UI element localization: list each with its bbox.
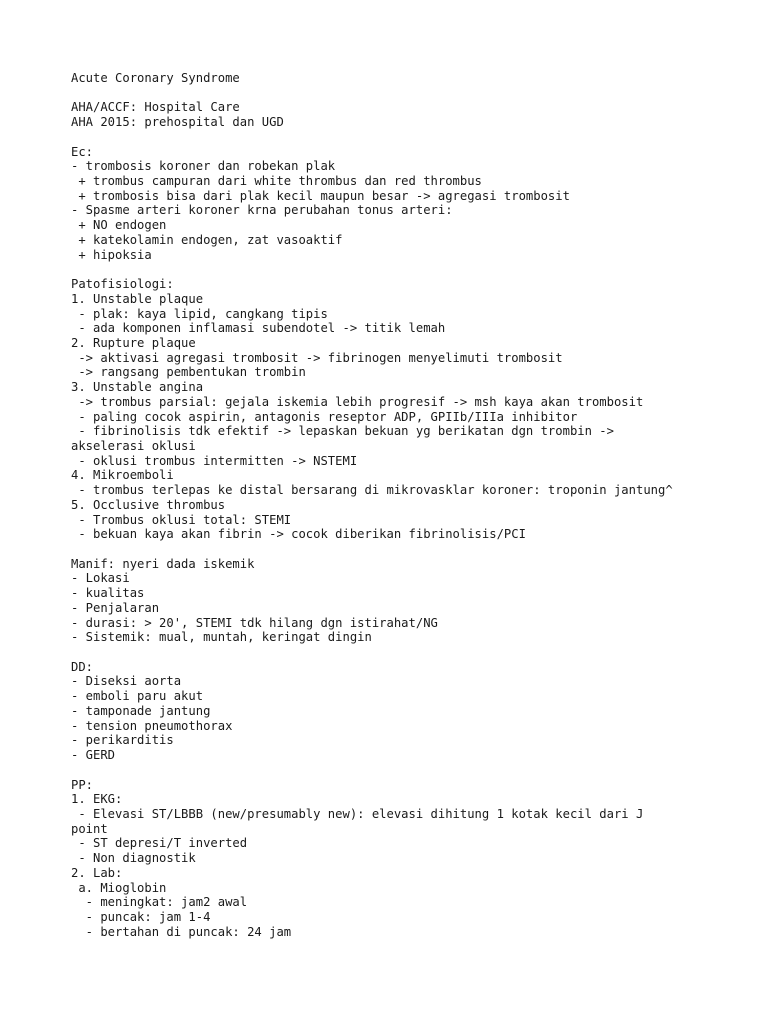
text-line: - meningkat: jam2 awal	[71, 895, 248, 910]
text-line: - emboli paru akut	[71, 689, 204, 704]
text-line: 3. Unstable angina	[71, 380, 204, 395]
text-line: - ST depresi/T inverted	[71, 836, 248, 851]
text-line: 1. EKG:	[71, 792, 123, 807]
section-manifestation	[71, 557, 761, 645]
text-line: - Sistemik: mual, muntah, keringat dingin	[71, 630, 372, 645]
text-line: - perikarditis	[71, 733, 174, 748]
text-line: - paling cocok aspirin, antagonis reseptor ADP, GPIIb/IIIa inhibitor	[71, 409, 578, 424]
text-line: a. Mioglobin	[71, 880, 167, 895]
text-line: - Diseksi aorta	[71, 674, 182, 689]
text-line: + trombus campuran dari white thrombus dan red thrombus	[71, 174, 482, 189]
section-pathophysiology	[71, 277, 761, 542]
section-differential	[71, 660, 761, 763]
text-line: - durasi: > 20', STEMI tdk hilang dgn istirahat/NG	[71, 615, 438, 630]
text-line: - Penjalaran	[71, 600, 160, 615]
text-line: - Lokasi	[71, 571, 130, 586]
text-line: - trombosis koroner dan robekan plak	[71, 159, 336, 174]
text-line: - oklusi trombus intermitten -> NSTEMI	[71, 453, 358, 468]
text-line: - ada komponen inflamasi subendotel -> titik lemah	[71, 321, 446, 336]
text-line: - Non diagnostik	[71, 851, 196, 866]
text-line: - trombus terlepas ke distal bersarang di mikrovasklar koroner: troponin jantung^	[71, 483, 673, 498]
section-heading: PP:	[71, 777, 94, 792]
text-line: 4. Mikroemboli	[71, 468, 174, 483]
text-line: + NO endogen	[71, 218, 167, 233]
section-heading: Ec:	[71, 144, 94, 159]
text-line: 2. Rupture plaque	[71, 335, 196, 350]
section-heading: Patofisiologi:	[71, 277, 174, 292]
text-line: - bekuan kaya akan fibrin -> cocok diberikan fibrinolisis/PCI	[71, 527, 526, 542]
text-line: - Trombus oklusi total: STEMI	[71, 512, 292, 527]
text-line: 2. Lab:	[71, 865, 123, 880]
text-line: - puncak: jam 1-4	[71, 909, 211, 924]
text-line: -> aktivasi agregasi trombosit -> fibrinogen menyelimuti trombosit	[71, 350, 563, 365]
text-line: point	[71, 821, 108, 836]
text-line: - GERD	[71, 748, 116, 763]
blank-line	[71, 542, 761, 557]
blank-line	[71, 262, 761, 277]
section-etiology	[71, 145, 761, 263]
section-workup	[71, 778, 761, 940]
text-line: -> rangsang pembentukan trombin	[71, 365, 306, 380]
text-line: - tamponade jantung	[71, 703, 211, 718]
blank-line	[71, 645, 761, 660]
reference-line: AHA/ACCF: Hospital Care	[71, 100, 240, 115]
text-line: + katekolamin endogen, zat vasoaktif	[71, 232, 343, 247]
document-page	[71, 71, 761, 939]
text-line: -> trombus parsial: gejala iskemia lebih progresif -> msh kaya akan trombosit	[71, 394, 644, 409]
text-line: - Elevasi ST/LBBB (new/presumably new): elevasi dihitung 1 kotak kecil dari J	[71, 806, 644, 821]
blank-line	[71, 763, 761, 778]
blank-line	[71, 86, 761, 101]
text-line: - tension pneumothorax	[71, 718, 233, 733]
text-line: - fibrinolisis tdk efektif -> lepaskan bekuan yg berikatan dgn trombin ->	[71, 424, 614, 439]
section-heading: DD:	[71, 659, 94, 674]
section-heading: Manif: nyeri dada iskemik	[71, 556, 255, 571]
text-line: + hipoksia	[71, 247, 152, 262]
text-line: + trombosis bisa dari plak kecil maupun besar -> agregasi trombosit	[71, 188, 570, 203]
text-line: 1. Unstable plaque	[71, 291, 204, 306]
text-line: - Spasme arteri koroner krna perubahan tonus arteri:	[71, 203, 453, 218]
document-title: Acute Coronary Syndrome	[71, 71, 240, 85]
text-line: - bertahan di puncak: 24 jam	[71, 924, 292, 939]
text-line: - plak: kaya lipid, cangkang tipis	[71, 306, 328, 321]
text-line: akselerasi oklusi	[71, 438, 196, 453]
text-line: 5. Occlusive thrombus	[71, 497, 226, 512]
text-line: - kualitas	[71, 586, 145, 601]
blank-line	[71, 130, 761, 145]
reference-line: AHA 2015: prehospital dan UGD	[71, 115, 284, 130]
